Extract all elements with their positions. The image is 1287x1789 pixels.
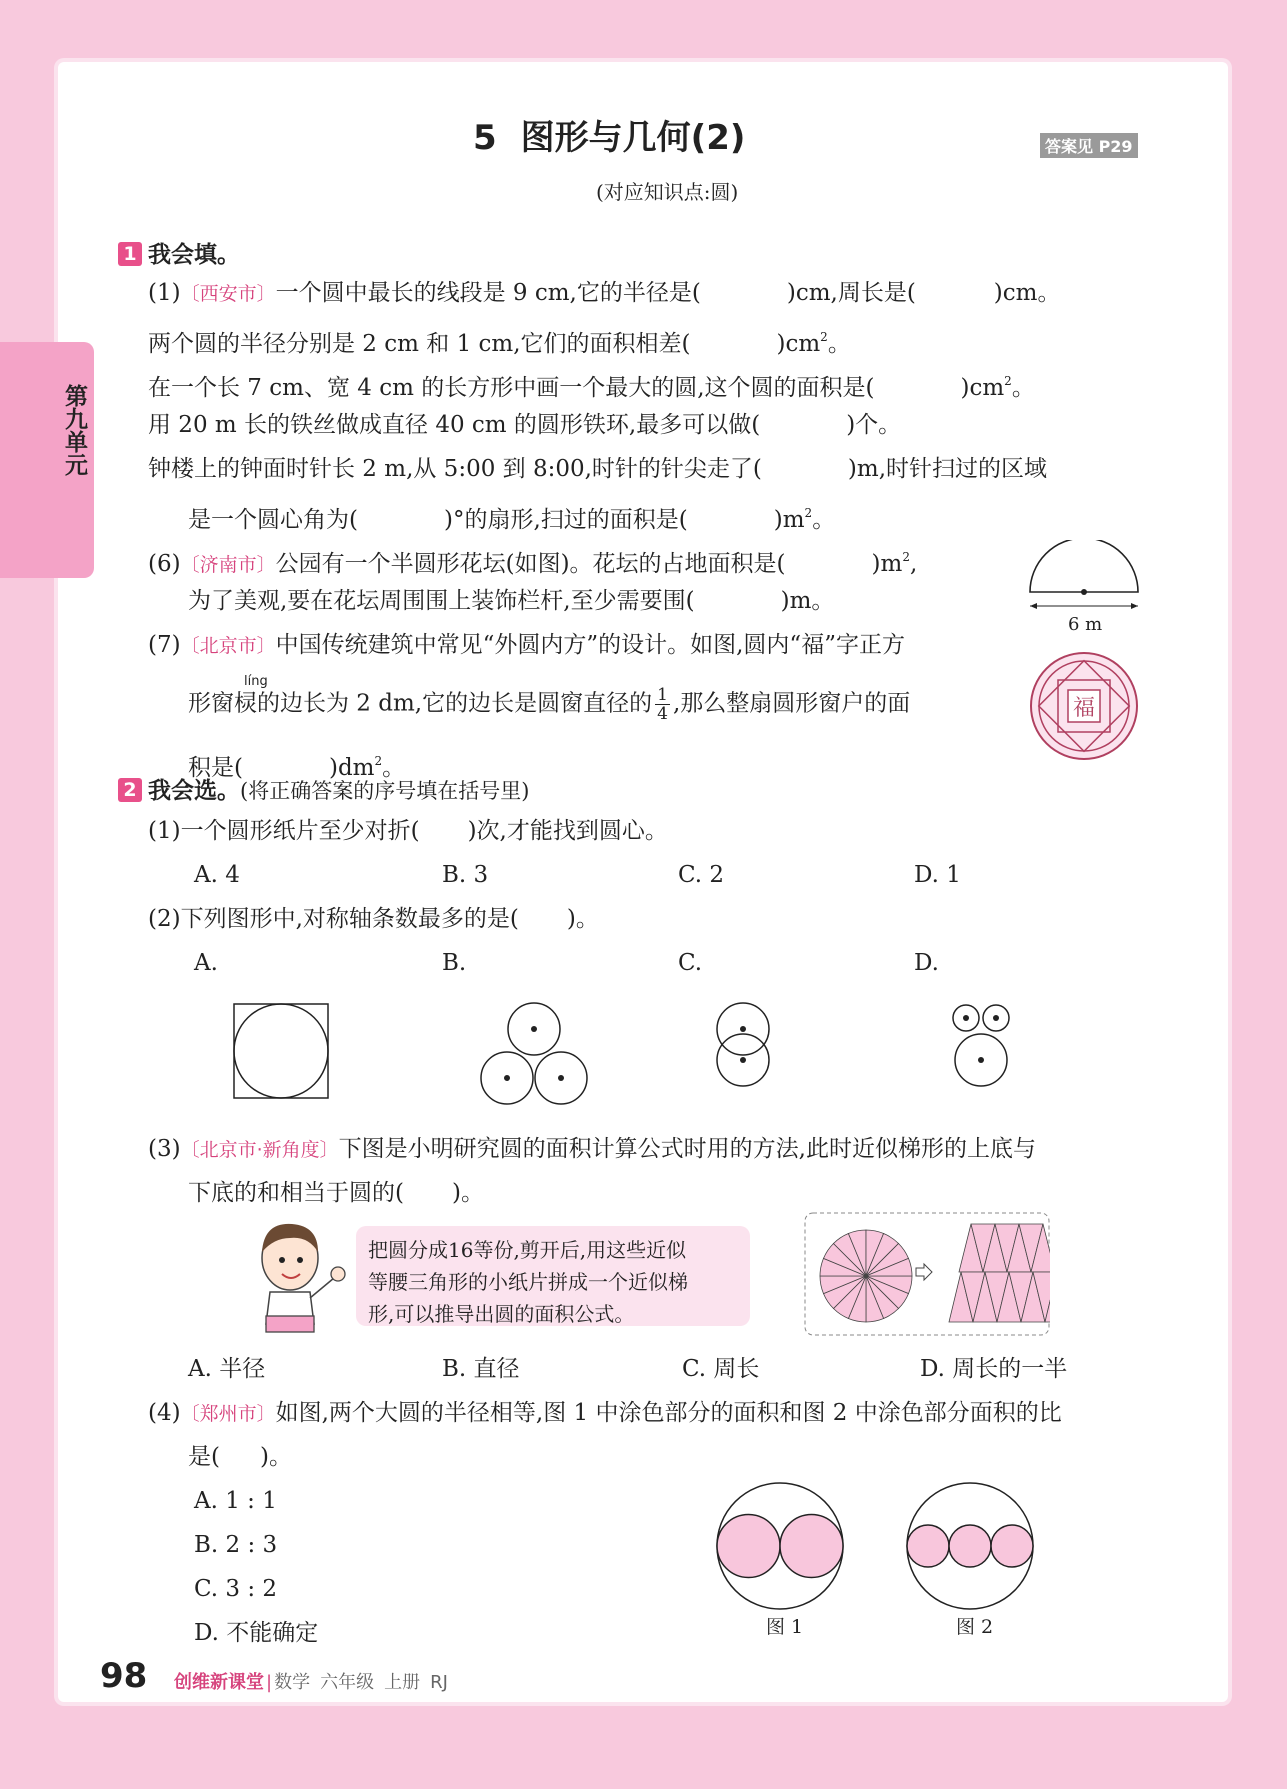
page-subtitle: (对应知识点:圆): [596, 180, 739, 204]
s1-question-3: 在一个长 7 cm、宽 4 cm 的长方形中画一个最大的圆,这个圆的面积是( )$cm^2$。: [148, 374, 1035, 401]
window-character: 福: [1072, 696, 1096, 721]
s1-question-6-line2: 为了美观,要在花坛周围围上装饰栏杆,至少需要围( )m。: [188, 588, 835, 614]
s2-question-1: (1)一个圆形纸片至少对折( )次,才能找到圆心。: [148, 818, 668, 844]
s1-question-7-line3: 积是( )$dm^2$。: [188, 754, 406, 781]
region-tag: 〔济南市〕: [180, 554, 276, 576]
s2-q4-option-b: B. 2 : 3: [194, 1532, 278, 1558]
region-tag: 〔西安市〕: [180, 283, 276, 305]
speech-bubble-text: 把圆分成16等份,剪开后,用这些近似 等腰三角形的小纸片拼成一个近似梯 形,可以推导出圆的面积公式。: [368, 1238, 688, 1326]
s1-question-4: 用 20 m 长的铁丝做成直径 40 cm 的圆形铁环,最多可以做( )个。: [148, 412, 902, 438]
option-b-three-circles: [478, 1002, 590, 1106]
s1-question-5-line1: 钟楼上的钟面时针长 2 m,从 5:00 到 8:00,时针的针尖走了( )m,时针扫过的区域: [148, 456, 1047, 482]
section1-number: 1: [118, 242, 142, 266]
answer-reference-badge: 答案见 P29: [1040, 133, 1138, 158]
section2-title: 我会选。: [148, 778, 240, 804]
s2-q4-option-c: C. 3 : 2: [194, 1576, 278, 1602]
s2-question-4-line1: (4)〔郑州市〕如图,两个大圆的半径相等,图 1 中涂色部分的面积和图 2 中涂色部分面积的比: [148, 1400, 1062, 1426]
s2-q2-option-a: A.: [194, 950, 218, 976]
figure-2-three-circles: [904, 1480, 1036, 1612]
s2-q3-option-c: C. 周长: [682, 1356, 760, 1382]
footer-info: 创维新课堂 | 数学 六年级 上册 RJ: [174, 1672, 448, 1693]
footer-brand: 创维新课堂: [174, 1672, 264, 1693]
s2-q1-option-d: D. 1: [914, 862, 961, 888]
section1-heading: [118, 236, 240, 269]
s2-q1-option-b: B. 3: [442, 862, 489, 888]
s2-q4-option-a: A. 1 : 1: [194, 1488, 277, 1514]
s1-question-7-line2: 形窗棂的边长为 2 dm,它的边长是圆窗直径的 $\frac{1}{4}$ ,那么整扇圆形窗户的面: [188, 685, 911, 724]
s2-question-4-line2: 是( )。: [188, 1444, 292, 1470]
s2-q4-option-d: D. 不能确定: [194, 1620, 319, 1646]
speech-bubble: [356, 1226, 750, 1326]
region-tag: 〔北京市〕: [180, 635, 276, 657]
s2-q2-option-d: D.: [914, 950, 939, 976]
s1-question-2: 两个圆的半径分别是 2 cm 和 1 cm,它们的面积相差( )$cm^2$。: [148, 330, 851, 357]
region-tag: 〔郑州市〕: [180, 1403, 276, 1425]
s2-q3-option-a: A. 半径: [188, 1356, 266, 1382]
section2-heading: [118, 772, 529, 805]
title-number: 5: [473, 118, 497, 158]
s2-q3-option-d: D. 周长的一半: [920, 1356, 1068, 1382]
s2-q3-option-b: B. 直径: [442, 1356, 520, 1382]
title-text: 图形与几何(2): [520, 118, 746, 158]
s2-q2-option-c: C.: [678, 950, 703, 976]
option-d-face-circles: [950, 1002, 1012, 1088]
s1-question-7-line1: (7)〔北京市〕中国传统建筑中常见“外圆内方”的设计。如图,圆内“福”字正方: [148, 632, 905, 658]
fraction-one-quarter: $\frac{1}{4}$: [657, 685, 668, 724]
s2-q1-option-a: A. 4: [194, 862, 240, 888]
pinyin-annotation: líng: [244, 674, 268, 689]
section1-title: 我会填。: [148, 242, 240, 268]
unit-side-tab-label: 第九单元: [61, 384, 87, 476]
s2-question-3-line1: (3)〔北京市·新角度〕下图是小明研究圆的面积计算公式时用的方法,此时近似梯形的上底与: [148, 1136, 1036, 1162]
section2-note: (将正确答案的序号填在括号里): [240, 779, 530, 803]
option-c-two-overlapping-circles: [714, 1002, 772, 1088]
s1-question-6-line1: (6)〔济南市〕公园有一个半圆形花坛(如图)。花坛的占地面积是( )$m^2$,: [148, 550, 918, 577]
circle-to-trapezoid-figure: [804, 1212, 1050, 1336]
s2-question-2: (2)下列图形中,对称轴条数最多的是( )。: [148, 906, 599, 932]
boy-illustration: [252, 1212, 352, 1338]
s2-q1-option-c: C. 2: [678, 862, 725, 888]
unit-side-tab: [0, 342, 94, 578]
s2-q2-option-b: B.: [442, 950, 467, 976]
figure-1-two-circles: [714, 1480, 846, 1612]
option-a-square-with-circle: [232, 1002, 330, 1100]
round-window-figure: [1028, 650, 1140, 762]
page-title: [473, 110, 745, 159]
s1-question-1: (1)〔西安市〕一个圆中最长的线段是 9 cm,它的半径是( )cm,周长是( )cm。: [148, 280, 1061, 306]
worksheet-page: [58, 62, 1228, 1702]
section2-number: 2: [118, 778, 142, 802]
semicircle-diameter-label: 6 m: [1068, 614, 1103, 635]
figure-2-label: 图 2: [956, 1616, 994, 1638]
s1-question-5-line2: 是一个圆心角为( )°的扇形,扫过的面积是( )$m^2$。: [188, 506, 836, 533]
figure-1-label: 图 1: [766, 1616, 804, 1638]
region-tag: 〔北京市·新角度〕: [180, 1139, 339, 1161]
page-number: 98: [100, 1656, 148, 1696]
s2-question-3-line2: 下底的和相当于圆的( )。: [188, 1180, 484, 1206]
